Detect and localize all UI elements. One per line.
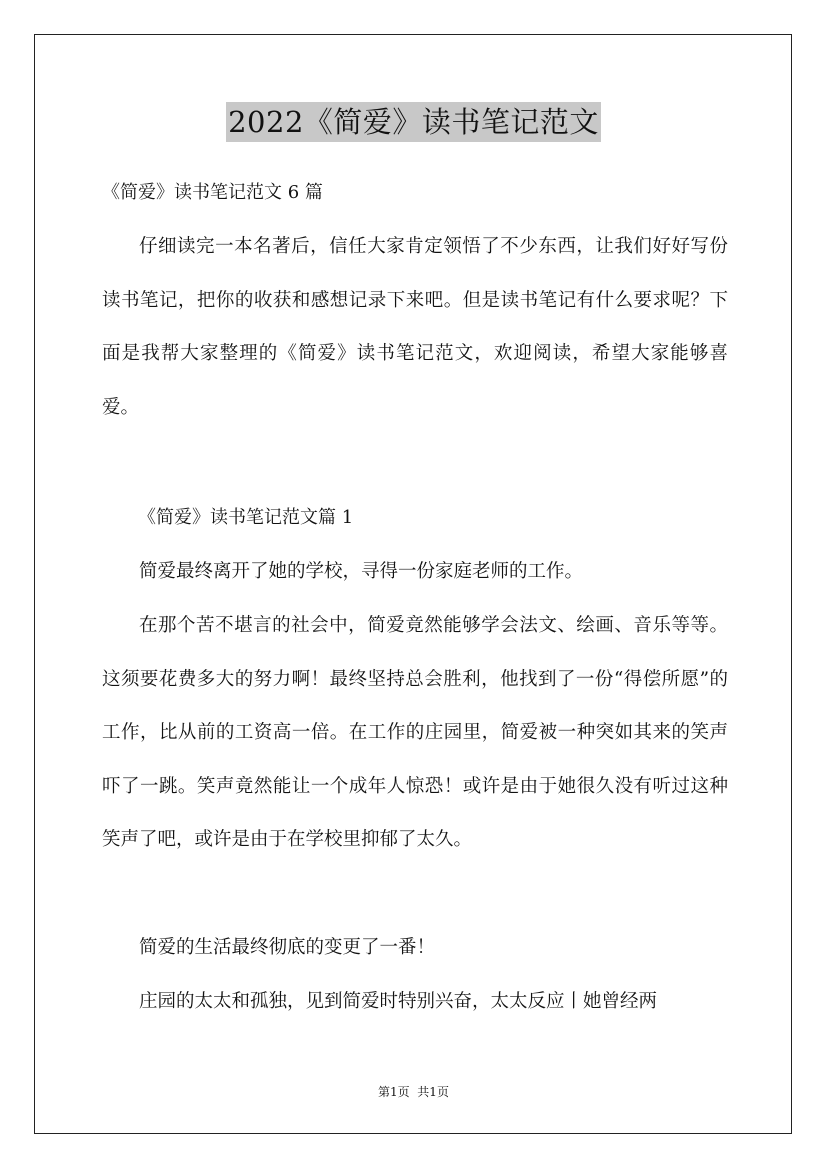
body-paragraph: 简爱最终离开了她的学校，寻得一份家庭老师的工作。 (139, 561, 584, 582)
section-heading: 《简爱》读书笔记范文篇 1 (138, 507, 354, 528)
page-footer: 第1页 共1页 (378, 1085, 449, 1099)
intro-paragraph: 仔细读完一本名著后，信任大家肯定领悟了不少东西，让我们好好写份读书笔记，把你的收获和感想记录下来吧。但是读书笔记有什么要求呢？下面是我帮大家整理的《简爱》读书笔记范文，欢迎阅读，希望大家能够喜爱。 (102, 236, 728, 418)
body-paragraph: 简爱的生活最终彻底的变更了一番！ (139, 937, 436, 958)
document-subtitle: 《简爱》读书笔记范文 6 篇 (102, 182, 323, 203)
body-paragraph: 庄园的太太和孤独，见到简爱时特别兴奋，太太反应丨她曾经两 (139, 991, 658, 1012)
body-paragraph: 在那个苦不堪言的社会中，简爱竟然能够学会法文、绘画、音乐等等。这须要花费多大的努力啊！最终坚持总会胜利，他找到了一份“得偿所愿”的工作，比从前的工资高一倍。在工作的庄园里，简爱被一种突如其来的笑声吓了一跳。笑声竟然能让一个成年人惊恐！或许是由于她很久没有听过这种笑声了吧，或许是由于在学校里抑郁了太久。 (102, 615, 728, 850)
title-container (0, 102, 827, 142)
document-title: 2022《简爱》读书笔记范文 (226, 102, 601, 142)
